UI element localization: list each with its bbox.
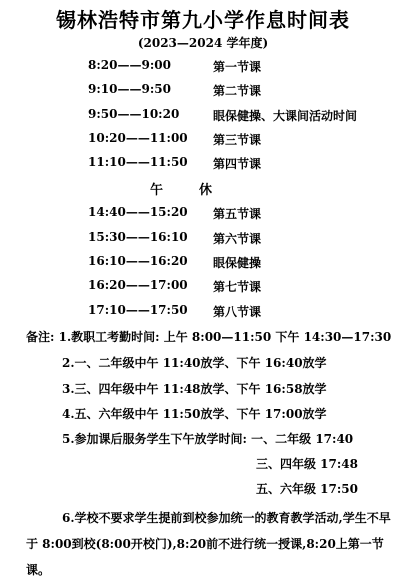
schedule-activity: 第一节课 xyxy=(213,60,262,74)
page-title: 锡林浩特市第九小学作息时间表 xyxy=(56,8,350,32)
schedule-time: 16:20——17:00 xyxy=(88,278,188,292)
note-2-grade-1-2: 2.一、二年级中午 11:40放学、下午 16:40放学 xyxy=(62,356,327,370)
lunch-break-label-right: 休 xyxy=(199,183,213,198)
schedule-activity: 第七节课 xyxy=(213,280,262,294)
schedule-activity: 第六节课 xyxy=(213,232,262,246)
schedule-time: 8:20——9:00 xyxy=(88,58,171,72)
schedule-row xyxy=(0,82,406,106)
schedule-time: 16:10——16:20 xyxy=(88,254,188,268)
schedule-activity: 第五节课 xyxy=(213,207,262,221)
note-6-arrival-policy: 6.学校不要求学生提前到校参加统一的教育教学活动,学生不早于 8:00到校(8:00开校门),8:20前不进行统一授课,8:20上第一节课。 xyxy=(26,511,391,577)
schedule-time: 9:10——9:50 xyxy=(88,82,171,96)
note-3-grade-3-4: 3.三、四年级中午 11:48放学、下午 16:58放学 xyxy=(62,382,327,396)
schedule-time: 14:40——15:20 xyxy=(88,205,188,219)
schedule-activity: 第四节课 xyxy=(213,157,262,171)
school-year-subtitle: (2023—2024 学年度) xyxy=(137,36,269,50)
schedule-activity: 眼保健操、大课间活动时间 xyxy=(213,109,358,123)
schedule-row xyxy=(0,230,406,254)
schedule-row xyxy=(0,58,406,82)
note-1-staff-attendance: 备注: 1.教职工考勤时间: 上午 8:00—11:50 下午 14:30—17:30 xyxy=(26,330,392,344)
schedule-activity: 第二节课 xyxy=(213,84,262,98)
schedule-row xyxy=(0,254,406,278)
note-5-after-school: 5.参加课后服务学生下午放学时间: 一、二年级 17:40 xyxy=(62,432,354,446)
lunch-break-label-left: 午 xyxy=(150,183,164,198)
note-5-grade-5-6: 五、六年级 17:50 xyxy=(256,482,359,496)
schedule-activity: 第八节课 xyxy=(213,305,262,319)
schedule-time: 11:10——11:50 xyxy=(88,155,188,169)
schedule-time: 10:20——11:00 xyxy=(88,131,188,145)
schedule-activity: 眼保健操 xyxy=(213,256,262,270)
note-5-grade-3-4: 三、四年级 17:48 xyxy=(256,457,359,471)
schedule-row xyxy=(0,131,406,155)
schedule-time: 15:30——16:10 xyxy=(88,230,188,244)
note-4-grade-5-6: 4.五、六年级中午 11:50放学、下午 17:00放学 xyxy=(62,407,327,421)
schedule-row xyxy=(0,278,406,302)
schedule-row xyxy=(0,107,406,131)
schedule-activity: 第三节课 xyxy=(213,133,262,147)
schedule-time: 17:10——17:50 xyxy=(88,303,188,317)
schedule-time: 9:50——10:20 xyxy=(88,107,180,121)
schedule-row xyxy=(0,205,406,229)
schedule-row xyxy=(0,303,406,327)
schedule-row xyxy=(0,155,406,179)
